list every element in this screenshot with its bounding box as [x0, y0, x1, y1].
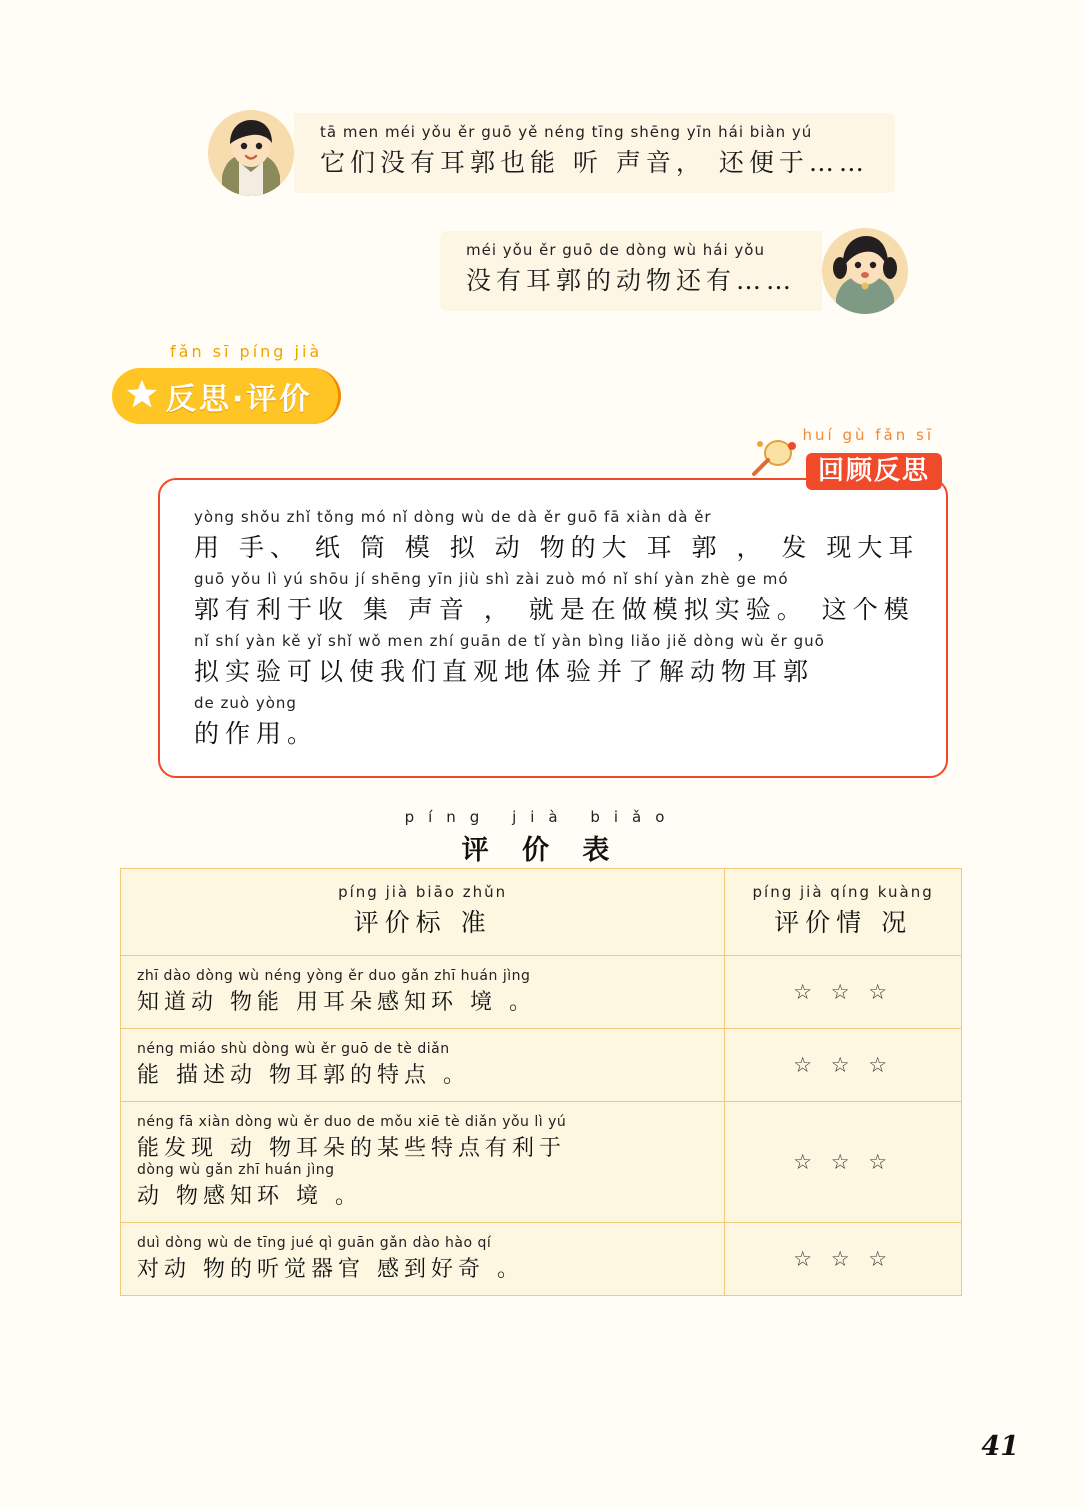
speech-bubble-1	[208, 110, 895, 196]
review-text-body	[160, 480, 946, 766]
review-tab-label: 回顾反思	[806, 453, 942, 490]
criteria-text: 知道动 物能 用耳朵感知环 境 。	[137, 990, 536, 1015]
header-status-text: 评价情 况	[774, 908, 913, 937]
review-tab-pinyin: huí gù fǎn sī	[802, 426, 934, 444]
review-line-text: 用 手、 纸 筒 模 拟 动 物的大 耳 郭 ， 发 现大耳	[194, 533, 920, 562]
review-line-pinyin: nǐ shí yàn kě yǐ shǐ wǒ men zhí guān de tǐ yàn bìng liǎo jiě dòng wù ěr guō	[194, 632, 825, 650]
table-header-row	[121, 869, 962, 956]
criteria-pinyin: zhī dào dòng wù néng yòng ěr duo gǎn zhī huán jìng	[137, 968, 531, 984]
speech-bubble-2	[440, 228, 908, 314]
review-line-text: 郭有利于收 集 声音 ， 就是在做模拟实验。 这个模	[194, 595, 915, 624]
bubble-1-text: 它们没有耳郭也能 听 声音， 还便于……	[320, 148, 869, 177]
criteria-pinyin: duì dòng wù de tīng jué qì guān gǎn dào hào qí	[137, 1235, 492, 1251]
criteria-cell	[121, 1102, 725, 1223]
star-rating[interactable]: ☆ ☆ ☆	[793, 1053, 894, 1077]
table-row	[121, 1029, 962, 1102]
review-line-pinyin: guō yǒu lì yú shōu jí shēng yīn jiù shì zài zuò mó nǐ shí yàn zhè ge mó	[194, 570, 789, 588]
review-line-pinyin: de zuò yòng	[194, 694, 297, 712]
review-line	[194, 508, 920, 564]
section-header-reflection	[112, 342, 341, 424]
rating-cell[interactable]	[725, 1102, 962, 1223]
page-number: 41	[981, 1431, 1019, 1462]
review-line-pinyin: yòng shǒu zhǐ tǒng mó nǐ dòng wù de dà ěr guō fā xiàn dà ěr	[194, 508, 712, 526]
table-row	[121, 1102, 962, 1223]
criteria-pinyin: dòng wù gǎn zhī huán jìng	[137, 1162, 335, 1178]
criteria-text: 能发现 动 物耳朵的某些特点有利于	[137, 1136, 566, 1161]
review-reflection-box	[158, 426, 948, 778]
rating-cell[interactable]	[725, 1223, 962, 1296]
table-row	[121, 1223, 962, 1296]
rating-cell[interactable]	[725, 1029, 962, 1102]
review-line	[194, 632, 912, 688]
speech-bubble-2-body	[440, 231, 822, 311]
star-icon	[126, 378, 158, 415]
table-row	[121, 956, 962, 1029]
bubble-1-pinyin: tā men méi yǒu ěr guō yě néng tīng shēng yīn hái biàn yú	[320, 123, 813, 141]
criteria-text: 能 描述动 物耳郭的特点 。	[137, 1063, 470, 1088]
review-line-text: 的作用。	[194, 719, 319, 748]
boy-avatar	[208, 110, 294, 196]
header-status-pinyin: píng jià qíng kuàng	[752, 883, 934, 901]
evaluation-table	[120, 868, 962, 1296]
evaluation-table-title-pinyin: píng jià biǎo	[404, 808, 679, 826]
girl-avatar	[822, 228, 908, 314]
criteria-cell	[121, 956, 725, 1029]
criteria-pinyin: néng fā xiàn dòng wù ěr duo de mǒu xiē tè diǎn yǒu lì yú	[137, 1114, 567, 1130]
header-criteria-pinyin: píng jià biāo zhǔn	[338, 883, 508, 901]
evaluation-table-title-text: 评 价 表	[461, 835, 622, 866]
bubble-2-pinyin: méi yǒu ěr guō de dòng wù hái yǒu	[466, 241, 765, 259]
review-line	[194, 694, 912, 750]
speech-bubble-1-body	[294, 113, 895, 193]
star-rating[interactable]: ☆ ☆ ☆	[793, 1247, 894, 1271]
header-criteria-text: 评价标 准	[353, 908, 492, 937]
table-header-criteria	[121, 869, 725, 956]
review-line	[194, 570, 915, 626]
evaluation-table-title	[0, 808, 1083, 867]
star-rating[interactable]: ☆ ☆ ☆	[793, 980, 894, 1004]
ear-trumpet-icon	[748, 438, 800, 487]
rating-cell[interactable]	[725, 956, 962, 1029]
criteria-pinyin: néng miáo shù dòng wù ěr guō de tè diǎn	[137, 1041, 450, 1057]
section-header-pill	[112, 368, 341, 424]
review-tab	[748, 426, 942, 487]
criteria-text: 对动 物的听觉器官 感到好奇 。	[137, 1257, 524, 1282]
bubble-2-text: 没有耳郭的动物还有……	[466, 266, 797, 295]
criteria-text: 动 物感知环 境 。	[137, 1184, 362, 1209]
criteria-cell	[121, 1223, 725, 1296]
section-header-title: 反思·评价	[166, 382, 313, 417]
section-header-pinyin: fǎn sī píng jià	[170, 342, 323, 361]
table-header-status	[725, 869, 962, 956]
criteria-cell	[121, 1029, 725, 1102]
review-line-text: 拟实验可以使我们直观地体验并了解动物耳郭	[194, 657, 815, 686]
star-rating[interactable]: ☆ ☆ ☆	[793, 1150, 894, 1174]
